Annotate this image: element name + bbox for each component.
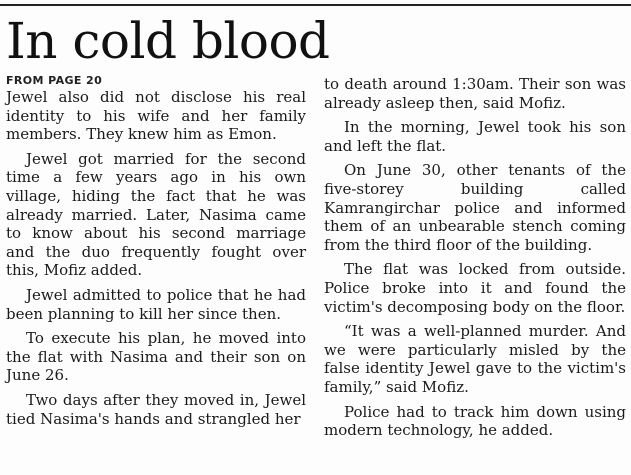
paragraph: Jewel got married for the second time a few years ago in his own village, hiding the fact that he was already married. Later, Nasima came to know about his second marriage and the duo frequently fought over this, Mofiz added. bbox=[6, 149, 306, 280]
top-rule bbox=[0, 4, 631, 6]
paragraph: to death around 1:30am. Their son was already asleep then, said Mofiz. bbox=[324, 75, 626, 112]
paragraph: Jewel also did not disclose his real identity to his wife and her family members. They knew him as Emon. bbox=[6, 88, 306, 144]
headline: In cold blood bbox=[6, 12, 330, 70]
paragraph: Two days after they moved in, Jewel tied Nasima's hands and strangled her bbox=[6, 390, 306, 428]
column-gutter bbox=[314, 80, 315, 470]
paragraph: In the morning, Jewel took his son and left the flat. bbox=[324, 118, 626, 155]
continuation-label: FROM PAGE 20 bbox=[6, 74, 103, 87]
paragraph: Jewel admitted to police that he had been planning to kill her since then. bbox=[6, 285, 306, 323]
paragraph: Police had to track him down using modern technology, he added. bbox=[324, 402, 626, 440]
paragraph: “It was a well-planned murder. And we were particularly misled by the false identity Jewel gave to the victim's family,” said Mofiz. bbox=[324, 322, 626, 396]
paragraph: On June 30, other tenants of the five-storey building called Kamrangirchar police and informed them of an unbearable stench coming from the third floor of the building. bbox=[324, 161, 626, 254]
right-column bbox=[324, 75, 626, 446]
paragraph: To execute his plan, he moved into the flat with Nasima and their son on June 26. bbox=[6, 329, 306, 385]
paragraph: The flat was locked from outside. Police broke into it and found the victim's decomposing body on the floor. bbox=[324, 260, 626, 316]
left-column bbox=[6, 88, 306, 434]
